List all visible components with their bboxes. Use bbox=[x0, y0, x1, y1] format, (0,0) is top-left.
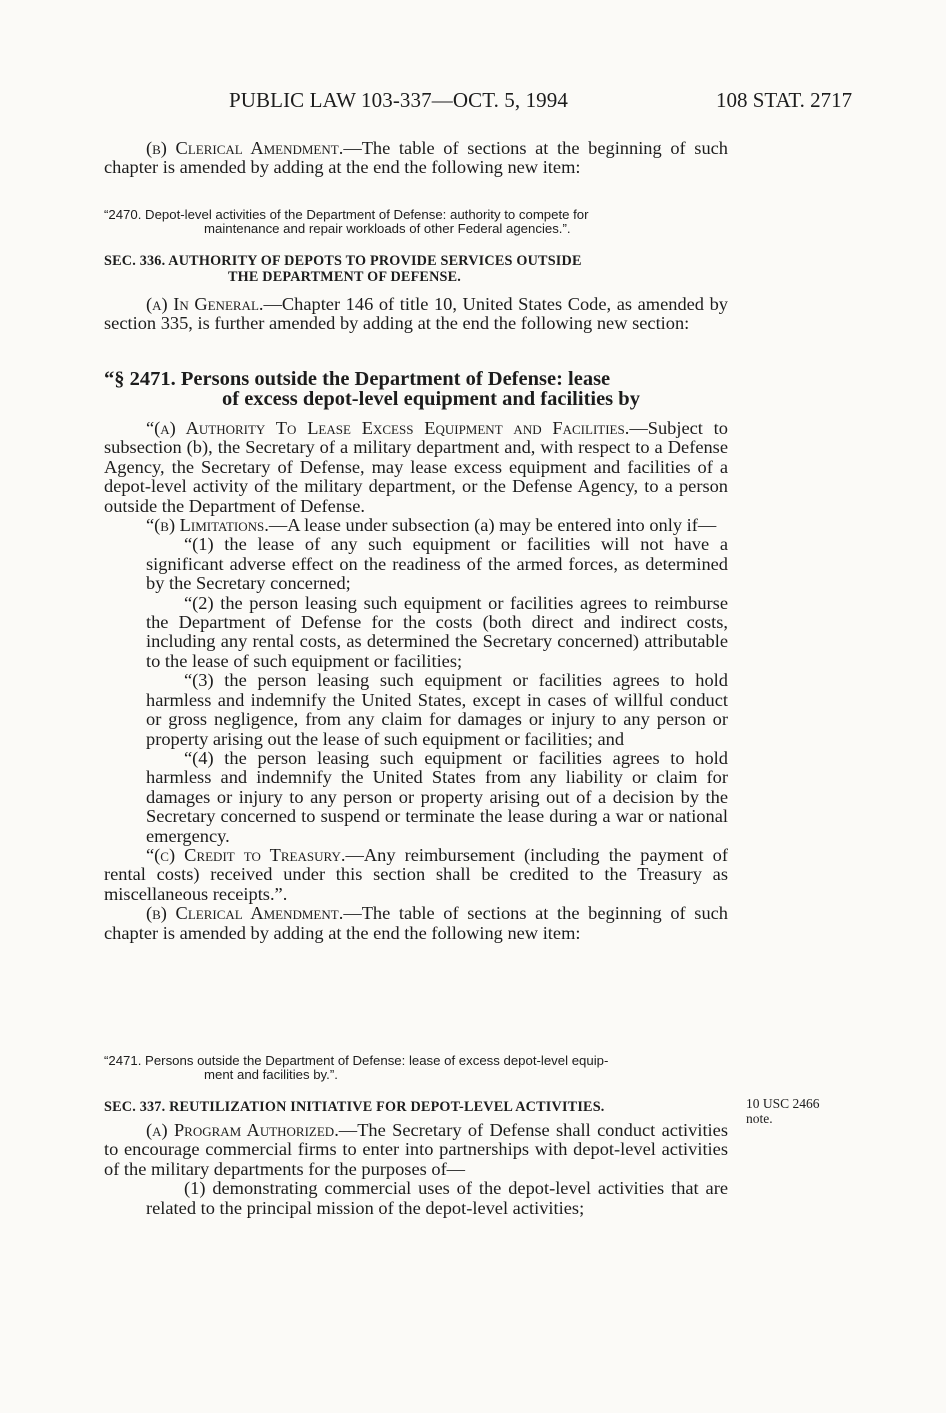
section-heading-337 bbox=[104, 1099, 744, 1115]
paragraph-text: —Chapter 146 of title 10, United States Code, as amended by section 335, is further amended by adding at the end the following new section: bbox=[104, 294, 728, 334]
paragraph-text: —The Secretary of Defense shall conduct activities to encourage commercial firms to enter into partnerships with depot-level activities of the military departments for the purposes of— bbox=[104, 1120, 728, 1179]
section-heading-336 bbox=[104, 253, 728, 285]
table-item-line: ment and facilities by.”. bbox=[204, 1067, 338, 1082]
section-2471-heading bbox=[104, 369, 728, 409]
running-header: PUBLIC LAW 103-337—OCT. 5, 1994 bbox=[229, 88, 568, 112]
paragraph-label: (a) In General. bbox=[146, 294, 264, 314]
paragraph-2: “(2) the person leasing such equipment or facilities agrees to reimburse the Department of Defense for the costs (both direct and indirect costs, including any rental costs, as determined the Secretary concerned) attributable to the lease of such equipment or facilities; bbox=[146, 592, 728, 671]
paragraph-text: —The table of sections at the beginning of such chapter is amended by adding at the end the following new item: bbox=[104, 138, 728, 178]
section-heading-line: of excess depot-level equipment and facilities by bbox=[222, 388, 640, 410]
margin-note-line: note. bbox=[746, 1111, 773, 1126]
table-item-2471 bbox=[104, 1054, 728, 1082]
subsection-a bbox=[104, 419, 728, 516]
paragraph bbox=[104, 295, 728, 334]
section-heading-line: THE DEPARTMENT OF DEFENSE. bbox=[228, 269, 462, 285]
paragraph-label: (b) Clerical Amendment. bbox=[146, 903, 344, 924]
paragraph-4: “(4) the person leasing such equipment or facilities agrees to hold harmless and indemnify the United States from any liability or claim for damages or injury to any person or property arising out of a decision by the Secretary concerned to suspend or terminate the lease during a war or national emergency. bbox=[146, 747, 728, 846]
clerical-amendment-2470 bbox=[104, 139, 728, 178]
subsection-c bbox=[104, 846, 728, 904]
margin-note-line: 10 USC 2466 bbox=[746, 1096, 820, 1111]
paragraph-text: —Subject to subsection (b), the Secretary of a military department and, with respect to a Defense Agency, the Secretary of Defense, may lease excess equipment and facilities of a depot-level activity of the military department, or the Defense Agency, to a person outside the Department of Defense. bbox=[104, 418, 728, 516]
sec337-body bbox=[104, 1121, 728, 1218]
paragraph-label: “(a) Authority To Lease Excess Equipment and Facilities. bbox=[146, 418, 630, 438]
section-heading-line: SEC. 336. AUTHORITY OF DEPOTS TO PROVIDE SERVICES OUTSIDE bbox=[104, 253, 582, 269]
paragraph-label: “(b) Limitations. bbox=[146, 515, 269, 536]
page-number: 108 STAT. 2717 bbox=[716, 88, 853, 112]
sec336-subsection-a bbox=[104, 295, 728, 334]
paragraph-text: —The table of sections at the beginning of such chapter is amended by adding at the end the following new item: bbox=[104, 903, 728, 943]
table-item-2470 bbox=[104, 208, 728, 236]
section-heading-line: SEC. 337. REUTILIZATION INITIATIVE FOR DEPOT-LEVEL ACTIVITIES. bbox=[104, 1099, 605, 1115]
table-item-line: maintenance and repair workloads of other Federal agencies.”. bbox=[204, 221, 571, 236]
clerical-amendment-2471 bbox=[104, 904, 728, 943]
paragraph-label: (b) Clerical Amendment. bbox=[146, 138, 344, 158]
paragraph bbox=[104, 139, 728, 178]
paragraph-1: (1) demonstrating commercial uses of the depot-level activities that are related to the principal mission of the depot-level activities; bbox=[146, 1178, 728, 1218]
margin-note bbox=[746, 1096, 820, 1126]
subsection-b bbox=[104, 516, 728, 535]
paragraph-3: “(3) the person leasing such equipment or facilities agrees to hold harmless and indemnify the United States, except in cases of willful conduct or gross negligence, from any claim for damages or injury to any person or property arising out the lease of such equipment or facilities; and bbox=[146, 670, 728, 749]
paragraph-text: —Any reimbursement (including the payment of rental costs) received under this section shall be credited to the Treasury as miscellaneous receipts.”. bbox=[104, 844, 728, 904]
paragraph-label: (a) Program Authorized. bbox=[146, 1120, 339, 1140]
paragraph-label: “(c) Credit to Treasury. bbox=[146, 844, 346, 865]
paragraph-1: “(1) the lease of any such equipment or facilities will not have a significant adverse effect on the readiness of the armed forces, as determined by the Secretary concerned; bbox=[146, 534, 728, 594]
section-heading-line: “§ 2471. Persons outside the Department of Defense: lease bbox=[104, 368, 611, 390]
table-item-line: “2470. Depot-level activities of the Department of Defense: authority to compete for bbox=[104, 207, 589, 222]
subsection-a bbox=[104, 1121, 728, 1179]
table-item-line: “2471. Persons outside the Department of Defense: lease of excess depot-level equip- bbox=[104, 1053, 609, 1068]
section-2471-body bbox=[104, 419, 728, 943]
paragraph-text: —A lease under subsection (a) may be entered into only if— bbox=[268, 515, 717, 536]
